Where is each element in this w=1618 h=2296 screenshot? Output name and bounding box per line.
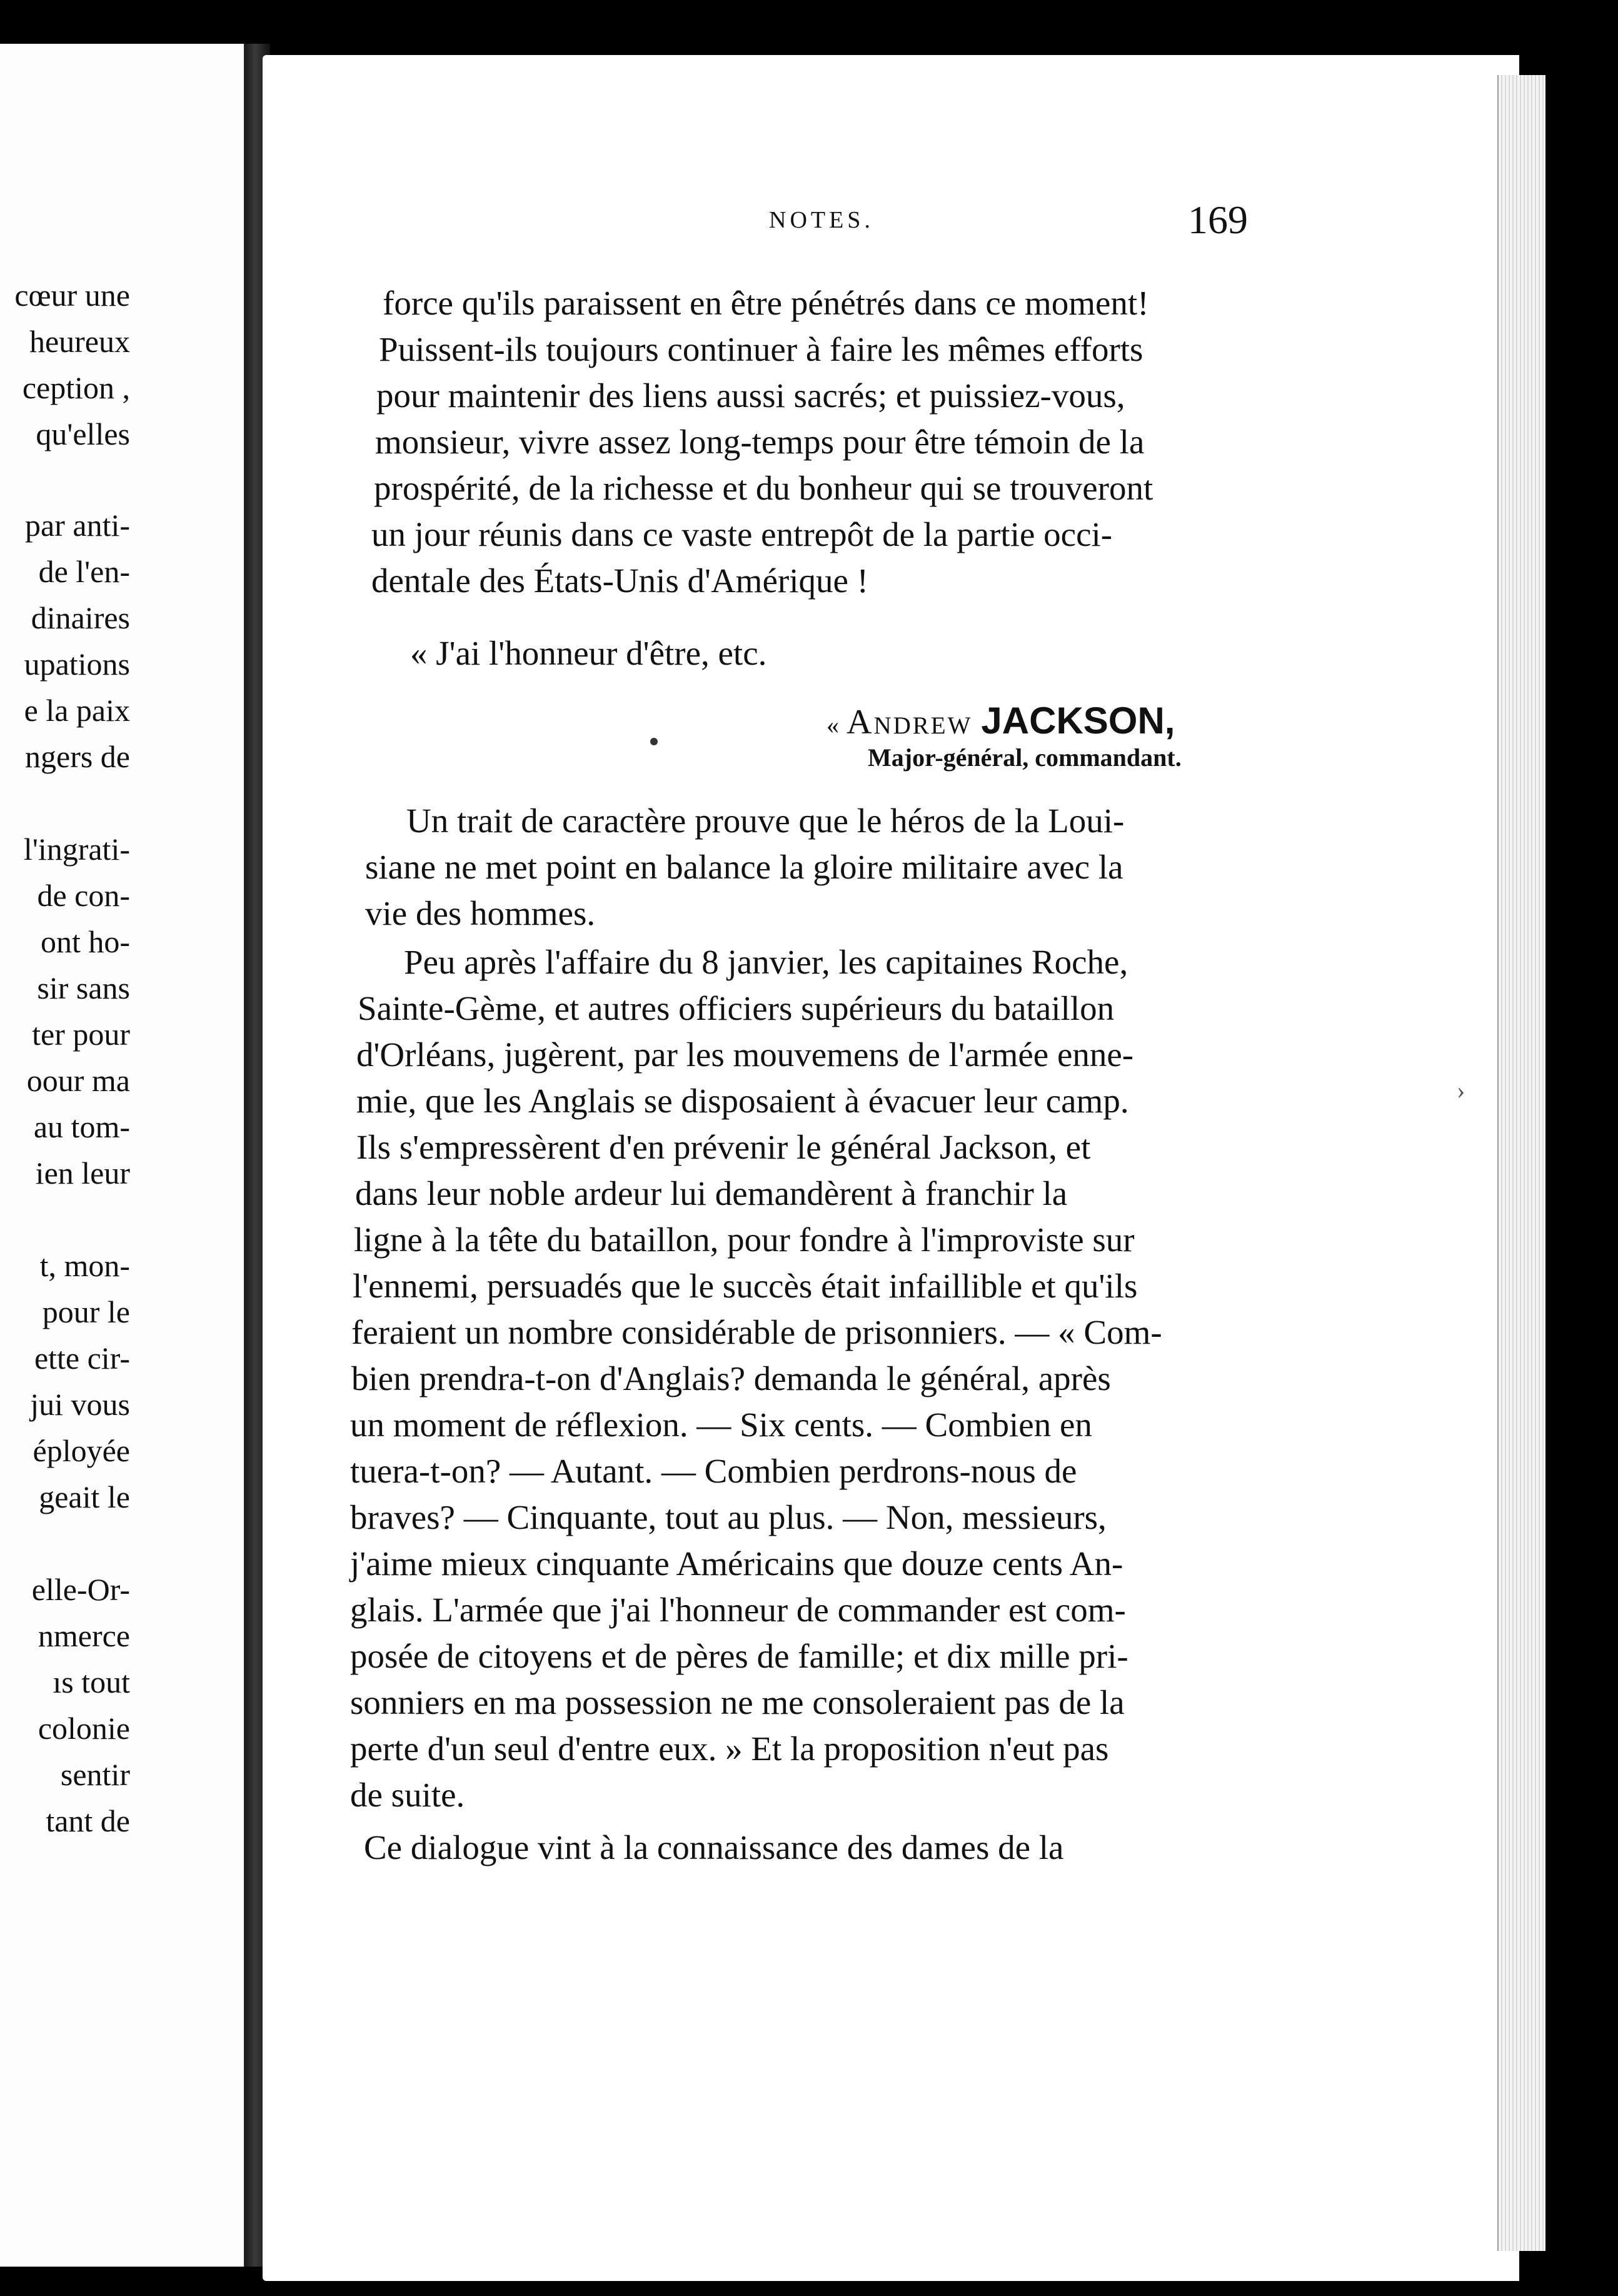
left-page-line: de con- (37, 878, 130, 913)
stray-mark (650, 738, 658, 745)
closing-formula: « J'ai l'honneur d'être, etc. (410, 634, 767, 672)
left-page-line: upations (24, 647, 130, 682)
left-page-line: qu'elles (36, 416, 130, 451)
signature-title: Major-général, commandant. (868, 743, 1182, 772)
running-head: NOTES. (769, 207, 874, 233)
left-page-line: e la paix (24, 693, 130, 728)
left-page-line: colonie (38, 1711, 130, 1746)
left-page-line: t, mon- (39, 1248, 130, 1283)
signature-quote: « (827, 711, 839, 739)
letter-line: pour maintenir des liens aussi sacrés; et puissiez-vous, (376, 376, 1125, 415)
left-page-line: ien leur (35, 1156, 130, 1191)
left-page-line: ter pour (32, 1017, 130, 1052)
paragraph-line: mie, que les Anglais se disposaient à évacuer leur camp. (356, 1082, 1129, 1120)
left-page-line: dinaires (31, 600, 130, 635)
left-page-line: tant de (46, 1803, 130, 1838)
paragraph-line: Un trait de caractère prouve que le héros de la Loui- (406, 802, 1125, 840)
paragraph-line: Ils s'empressèrent d'en prévenir le général Jackson, et (356, 1128, 1091, 1166)
paragraph-line: ligne à la tête du bataillon, pour fondre à l'improviste sur (354, 1221, 1135, 1259)
paragraph-line: braves? — Cinquante, tout au plus. — Non, messieurs, (350, 1498, 1107, 1536)
paragraph-line: siane ne met point en balance la gloire militaire avec la (365, 848, 1123, 886)
paragraph-line: Ce dialogue vint à la connaissance des dames de la (364, 1828, 1064, 1866)
left-page-line: elle-Or- (31, 1572, 130, 1607)
left-page-line: ıs tout (53, 1664, 130, 1699)
left-page-line: cœur une (14, 278, 130, 313)
left-page-line: nmerce (38, 1618, 130, 1653)
signature-surname: JACKSON, (981, 700, 1175, 742)
paragraph-line: feraient un nombre considérable de prisonniers. — « Com- (351, 1313, 1162, 1351)
left-page-line: au tom- (33, 1109, 130, 1144)
paragraph-line: Peu après l'affaire du 8 janvier, les capitaines Roche, (404, 943, 1128, 981)
signature-first-name: Andrew (847, 703, 973, 742)
left-page-line: oour ma (26, 1063, 130, 1098)
page-edges (1497, 75, 1545, 2251)
paragraph-line: un moment de réflexion. — Six cents. — Combien en (350, 1406, 1092, 1444)
paragraph-line: bien prendra-t-on d'Anglais? demanda le général, après (351, 1359, 1111, 1397)
paragraph-line: glais. L'armée que j'ai l'honneur de commander est com- (350, 1591, 1126, 1629)
paragraph-line: tuera-t-on? — Autant. — Combien perdrons-nous de (350, 1452, 1077, 1490)
letter-line: un jour réunis dans ce vaste entrepôt de la partie occi- (371, 515, 1113, 553)
left-page-line: éployée (33, 1433, 130, 1468)
left-page-line: l'ingrati- (23, 832, 130, 867)
margin-mark: › (1457, 1076, 1465, 1104)
left-page-line: de l'en- (38, 554, 130, 589)
paragraph-line: d'Orléans, jugèrent, par les mouvemens de l'armée enne- (356, 1035, 1134, 1074)
left-page-line: sentir (60, 1757, 130, 1792)
signature-name (827, 699, 1175, 742)
left-page-line: ngers de (25, 739, 130, 774)
left-page-line: heureux (29, 324, 130, 359)
paragraph-line: dans leur noble ardeur lui demandèrent à franchir la (355, 1174, 1068, 1212)
left-page-line: jui vous (30, 1387, 130, 1422)
letter-line: monsieur, vivre assez long-temps pour être témoin de la (375, 423, 1145, 461)
paragraph-line: j'aime mieux cinquante Américains que douze cents An- (350, 1544, 1123, 1583)
left-page-line: ception , (22, 370, 130, 405)
letter-line: Puissent-ils toujours continuer à faire les mêmes efforts (379, 330, 1143, 368)
left-page-line: pour le (42, 1294, 130, 1329)
left-facing-page (0, 44, 249, 2267)
letter-line: dentale des États-Unis d'Amérique ! (371, 561, 868, 600)
left-page-line: ette cir- (34, 1341, 130, 1376)
paragraph-line: sonniers en ma possession ne me consoleraient pas de la (350, 1683, 1125, 1721)
paragraph-line: perte d'un seul d'entre eux. » Et la proposition n'eut pas (350, 1730, 1109, 1768)
paragraph-line: posée de citoyens et de pères de famille; et dix mille pri- (350, 1637, 1128, 1675)
letter-line: force qu'ils paraissent en être pénétrés dans ce moment! (383, 284, 1149, 322)
letter-line: prospérité, de la richesse et du bonheur qui se trouveront (374, 469, 1153, 507)
paragraph-line: vie des hommes. (365, 894, 596, 932)
left-page-line: par anti- (25, 508, 130, 543)
left-page-line: sir sans (37, 970, 130, 1005)
paragraph-line: l'ennemi, persuadés que le succès était infaillible et qu'ils (353, 1267, 1138, 1305)
paragraph-line: de suite. (350, 1776, 465, 1814)
page-number: 169 (1188, 198, 1248, 242)
left-page-line: geait le (39, 1479, 130, 1514)
paragraph-line: Sainte-Gème, et autres officiers supérieurs du bataillon (358, 989, 1115, 1027)
left-page-line: ont ho- (40, 924, 130, 959)
